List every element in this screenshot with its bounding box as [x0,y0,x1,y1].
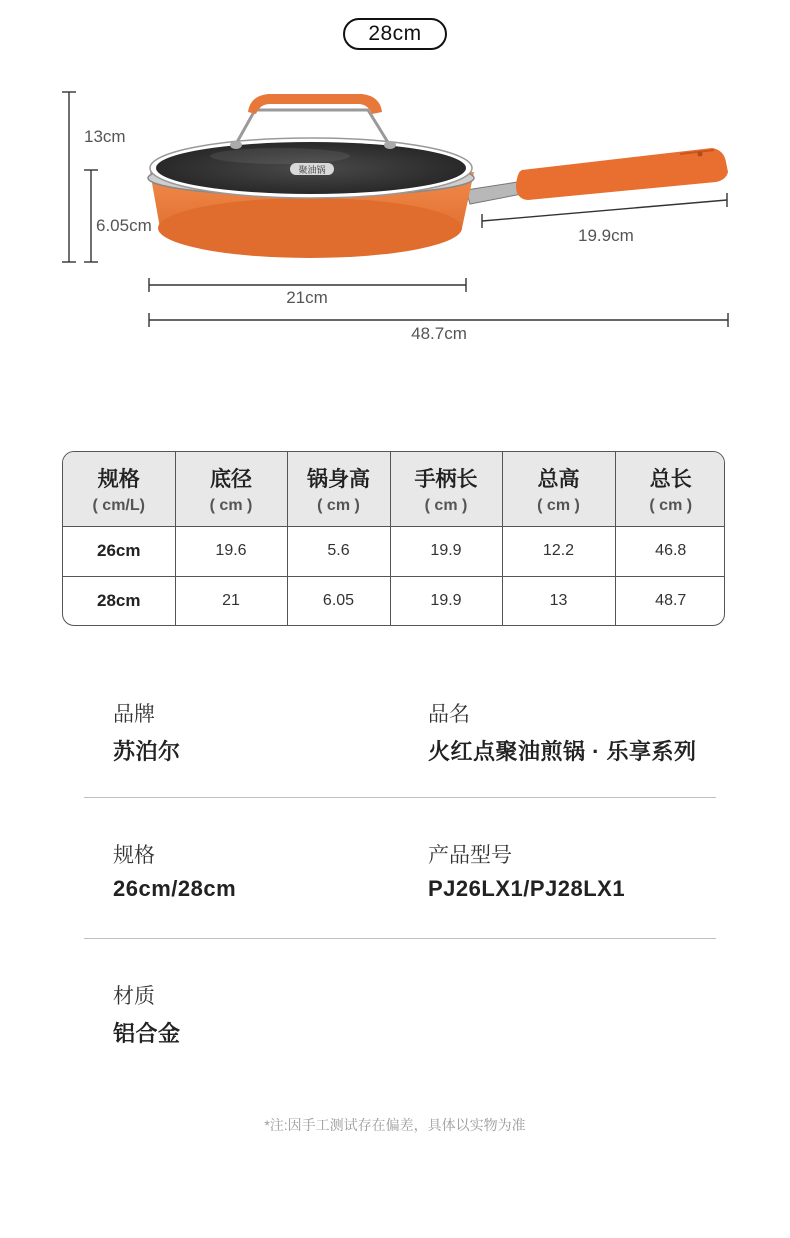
table-cell: 6.05 [287,576,390,626]
lid-logo: 聚油锅 [298,166,326,176]
base-diameter-label: 21cm [286,288,328,307]
header-spec: 规格 ( cm/L) [63,452,175,526]
frying-pan-image [148,94,728,258]
product-name-label: 品名 [428,703,470,726]
brand-label: 品牌 [113,703,155,726]
table-header-row [63,452,725,526]
pan-dimension-diagram [0,0,790,360]
table-cell: 12.2 [502,526,615,576]
divider [84,938,716,939]
body-height-label: 6.05cm [96,216,152,235]
header-base-diameter: 底径 ( cm ) [175,452,287,526]
material-label: 材质 [113,985,155,1008]
table-row [63,576,725,626]
table-cell: 28cm [63,576,175,626]
model-value: PJ26LX1/PJ28LX1 [428,876,626,901]
product-name-value: 火红点聚油煎锅 · 乐享系列 [428,739,697,764]
table-cell: 13 [502,576,615,626]
spec-label: 规格 [113,844,155,867]
handle-length-label: 19.9cm [578,226,634,245]
total-height-dimension-line [62,92,76,262]
size-badge: 28cm [343,18,447,50]
table-cell: 26cm [63,526,175,576]
table-cell: 19.9 [390,576,502,626]
table-cell: 5.6 [287,526,390,576]
total-length-label: 48.7cm [411,324,467,343]
divider [84,797,716,798]
table-cell: 21 [175,576,287,626]
table-row [63,526,725,576]
model-label: 产品型号 [428,844,512,867]
table-cell: 46.8 [615,526,725,576]
spec-table [62,451,725,626]
header-body-height: 锅身高 ( cm ) [287,452,390,526]
header-handle-length: 手柄长 ( cm ) [390,452,502,526]
total-height-label: 13cm [84,127,126,146]
disclaimer-note: *注:因手工测试存在偏差，具体以实物为准 [264,1117,526,1133]
table-cell: 48.7 [655,592,687,610]
table-cell: 19.9 [390,526,502,576]
header-total-height: 总高 ( cm ) [502,452,615,526]
table-cell: 19.6 [175,526,287,576]
material-value: 铝合金 [113,1021,181,1046]
spec-value: 26cm/28cm [113,876,237,901]
brand-value: 苏泊尔 [113,739,181,764]
header-total-length: 总长 ( cm ) [615,452,725,526]
handle-length-dimension-line [482,193,727,228]
